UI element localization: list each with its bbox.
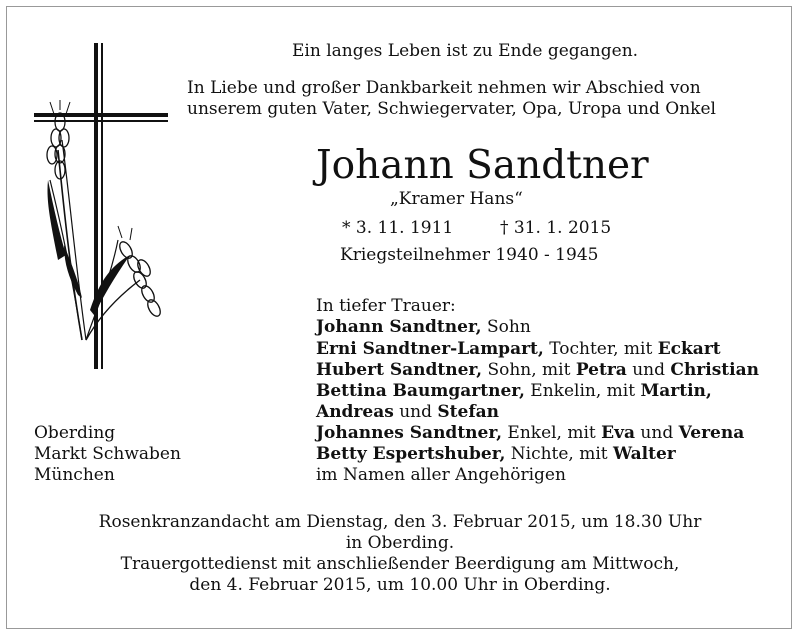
- mourner-row: Andreas und Stefan: [316, 402, 500, 422]
- mourners-heading: In tiefer Trauer:: [316, 296, 456, 316]
- deceased-name: Johann Sandtner: [316, 143, 649, 188]
- place-markt-schwaben: Markt Schwaben: [34, 444, 181, 464]
- deceased-nickname: „Kramer Hans“: [390, 189, 523, 209]
- mourner-row: im Namen aller Angehörigen: [316, 465, 566, 485]
- intro-line-1: Ein langes Leben ist zu Ende gegangen.: [292, 41, 639, 61]
- service-line-4: den 4. Februar 2015, um 10.00 Uhr in Oberding.: [189, 575, 611, 595]
- mourner-row: Bettina Baumgartner, Enkelin, mit Martin,: [316, 381, 712, 401]
- place-muenchen: München: [34, 465, 115, 485]
- intro-line-3: unserem guten Vater, Schwiegervater, Opa, Uropa und Onkel: [187, 99, 716, 119]
- place-oberding: Oberding: [34, 423, 116, 443]
- mourner-row: Johannes Sandtner, Enkel, mit Eva und Verena: [316, 423, 745, 443]
- intro-line-2: In Liebe und großer Dankbarkeit nehmen wir Abschied von: [187, 78, 701, 98]
- death-date: † 31. 1. 2015: [500, 218, 612, 238]
- deceased-note: Kriegsteilnehmer 1940 - 1945: [340, 245, 599, 265]
- mourner-row: Johann Sandtner, Sohn: [316, 317, 531, 337]
- cross-with-wheat-icon: [30, 40, 170, 380]
- mourner-row: Hubert Sandtner, Sohn, mit Petra und Christian: [316, 360, 759, 380]
- birth-date: * 3. 11. 1911: [342, 218, 454, 238]
- service-line-1: Rosenkranzandacht am Dienstag, den 3. Februar 2015, um 18.30 Uhr: [98, 512, 702, 532]
- service-line-3: Trauergottedienst mit anschließender Beerdigung am Mittwoch,: [120, 554, 680, 574]
- mourner-row: Betty Espertshuber, Nichte, mit Walter: [316, 444, 676, 464]
- service-line-2: in Oberding.: [345, 533, 455, 553]
- mourner-row: Erni Sandtner-Lampart, Tochter, mit Eckart: [316, 339, 721, 359]
